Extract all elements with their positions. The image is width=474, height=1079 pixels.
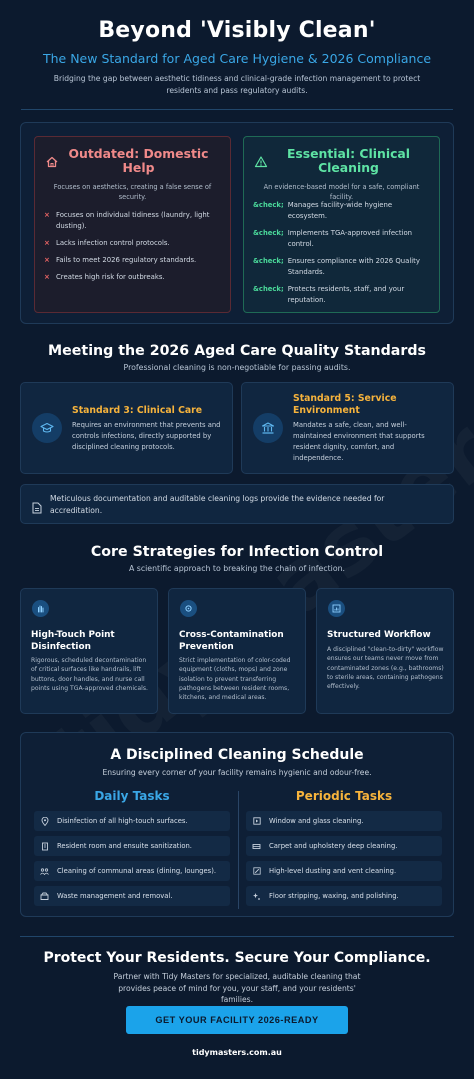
page-title: Beyond 'Visibly Clean' <box>98 18 376 43</box>
footer-link[interactable]: tidymasters.com.au <box>192 1048 282 1057</box>
list-item: × Focuses on individual tidiness (laundry, light dusting). <box>44 211 210 230</box>
schedule-panel <box>20 732 454 917</box>
outdated-column <box>34 136 231 313</box>
strategy-text: A disciplined "clean-to-dirty" workflow ensures our teams never move from contaminated zones (e.g., bathrooms) to sterile areas, containing pathogens effectively. <box>327 646 444 691</box>
cta-title: Protect Your Residents. Secure Your Compliance. <box>43 950 431 966</box>
periodic-title: Periodic Tasks <box>295 789 393 803</box>
outdated-lead: Focuses on aesthetics, creating a false sense of security. <box>53 183 212 201</box>
section-title: Meeting the 2026 Aged Care Quality Standards <box>48 343 426 359</box>
standard-text: Mandates a safe, clean, and well-maintained environment that supports resident dignity, comfort, and independence. <box>293 421 425 462</box>
essential-column <box>243 136 440 313</box>
essential-lead: An evidence-based model for a safe, compliant facility. <box>263 183 420 201</box>
section-subtitle: Professional cleaning is non-negotiable for passing audits. <box>123 363 351 372</box>
window-icon <box>252 817 261 826</box>
building-icon <box>253 413 283 443</box>
cross-icon: × <box>44 239 50 247</box>
trash-icon <box>40 892 49 901</box>
strategy-card <box>20 588 158 714</box>
strategies-heading <box>0 544 474 573</box>
list-item: &check; Protects residents, staff, and your reputation. <box>253 285 405 304</box>
check-icon: &check; <box>253 201 284 209</box>
page-description: Bridging the gap between aesthetic tidiness and clinical-grade infection management to protect residents and pass regulatory audits. <box>53 74 421 95</box>
schedule-title: A Disciplined Cleaning Schedule <box>110 747 364 763</box>
section-title: Core Strategies for Infection Control <box>90 544 384 560</box>
standard-card <box>20 382 233 474</box>
pencil-icon <box>252 867 261 876</box>
task-item: Waste management and removal. <box>34 886 230 906</box>
header <box>0 0 474 97</box>
standard-title: Standard 5: Service Environment <box>293 393 397 416</box>
list-item: &check; Ensures compliance with 2026 Quality Standards. <box>253 257 420 276</box>
page-subtitle: The New Standard for Aged Care Hygiene & 2026 Compliance <box>42 51 432 66</box>
strategy-card <box>168 588 306 714</box>
sparkle-icon <box>252 892 261 901</box>
outdated-title: Outdated: Domestic Help <box>68 146 209 175</box>
task-item: Disinfection of all high-touch surfaces. <box>34 811 230 831</box>
cta-text: Partner with Tidy Masters for specialized, auditable cleaning that provides peace of mind for you, your staff, and your residents' families. <box>113 972 361 1004</box>
comparison-panel <box>20 122 454 324</box>
standards-heading <box>0 343 474 372</box>
header-divider <box>21 109 453 110</box>
column-divider <box>238 791 239 909</box>
virus-icon <box>180 600 197 617</box>
hand-icon <box>32 600 49 617</box>
list-item: × Creates high risk for outbreaks. <box>44 273 165 281</box>
cta-divider <box>20 936 454 937</box>
outdated-list <box>44 210 222 289</box>
documentation-note <box>20 484 454 524</box>
strategy-title: Structured Workflow <box>327 630 431 640</box>
check-icon: &check; <box>253 229 284 237</box>
check-icon: &check; <box>253 257 284 265</box>
task-item: Carpet and upholstery deep cleaning. <box>246 836 442 856</box>
document-icon <box>32 499 42 518</box>
daily-tasks <box>34 789 230 906</box>
strategy-text: Rigorous, scheduled decontamination of critical surfaces like handrails, lift buttons, door handles, and nurse call points using TGA-approved chemicals. <box>31 657 148 692</box>
essential-title: Essential: Clinical Cleaning <box>286 146 411 175</box>
standard-title: Standard 3: Clinical Care <box>72 405 203 416</box>
standard-card <box>241 382 454 474</box>
sofa-icon <box>252 842 261 851</box>
strategy-title: Cross-Contamination Prevention <box>179 630 284 652</box>
section-subtitle: A scientific approach to breaking the chain of infection. <box>128 564 346 573</box>
standard-text: Requires an environment that prevents and controls infections, directly supported by disciplined cleaning protocols. <box>72 421 221 451</box>
check-icon: &check; <box>253 285 284 293</box>
chart-icon <box>328 600 345 617</box>
graduation-cap-icon <box>32 413 62 443</box>
task-item: Resident room and ensuite sanitization. <box>34 836 230 856</box>
strategy-card <box>316 588 454 714</box>
bed-icon <box>40 842 49 851</box>
task-item: High-level dusting and vent cleaning. <box>246 861 442 881</box>
strategy-title: High-Touch Point Disinfection <box>31 630 115 652</box>
cross-icon: × <box>44 211 50 219</box>
task-item: Window and glass cleaning. <box>246 811 442 831</box>
cross-icon: × <box>44 273 50 281</box>
list-item: &check; Manages facility-wide hygiene ecosystem. <box>253 201 393 220</box>
strategy-text: Strict implementation of color-coded equipment (cloths, mops) and zone isolation to prevent transferring pathogens between resident rooms, kitchens, and medical areas. <box>179 657 291 702</box>
list-item: × Lacks infection control protocols. <box>44 239 170 247</box>
task-item: Cleaning of communal areas (dining, lounges). <box>34 861 230 881</box>
note-text: Meticulous documentation and auditable cleaning logs provide the evidence needed for accreditation. <box>50 494 385 515</box>
periodic-tasks <box>246 789 442 906</box>
daily-title: Daily Tasks <box>94 789 170 803</box>
get-ready-button[interactable]: GET YOUR FACILITY 2026-READY <box>126 1006 348 1034</box>
list-item: &check; Implements TGA-approved infection control. <box>253 229 413 248</box>
location-pin-icon <box>40 817 49 826</box>
essential-list <box>253 200 431 312</box>
utensils-icon <box>40 867 49 876</box>
list-item: × Fails to meet 2026 regulatory standards. <box>44 256 197 264</box>
cross-icon: × <box>44 256 50 264</box>
task-item: Floor stripping, waxing, and polishing. <box>246 886 442 906</box>
schedule-subtitle: Ensuring every corner of your facility remains hygienic and odour-free. <box>102 768 372 777</box>
